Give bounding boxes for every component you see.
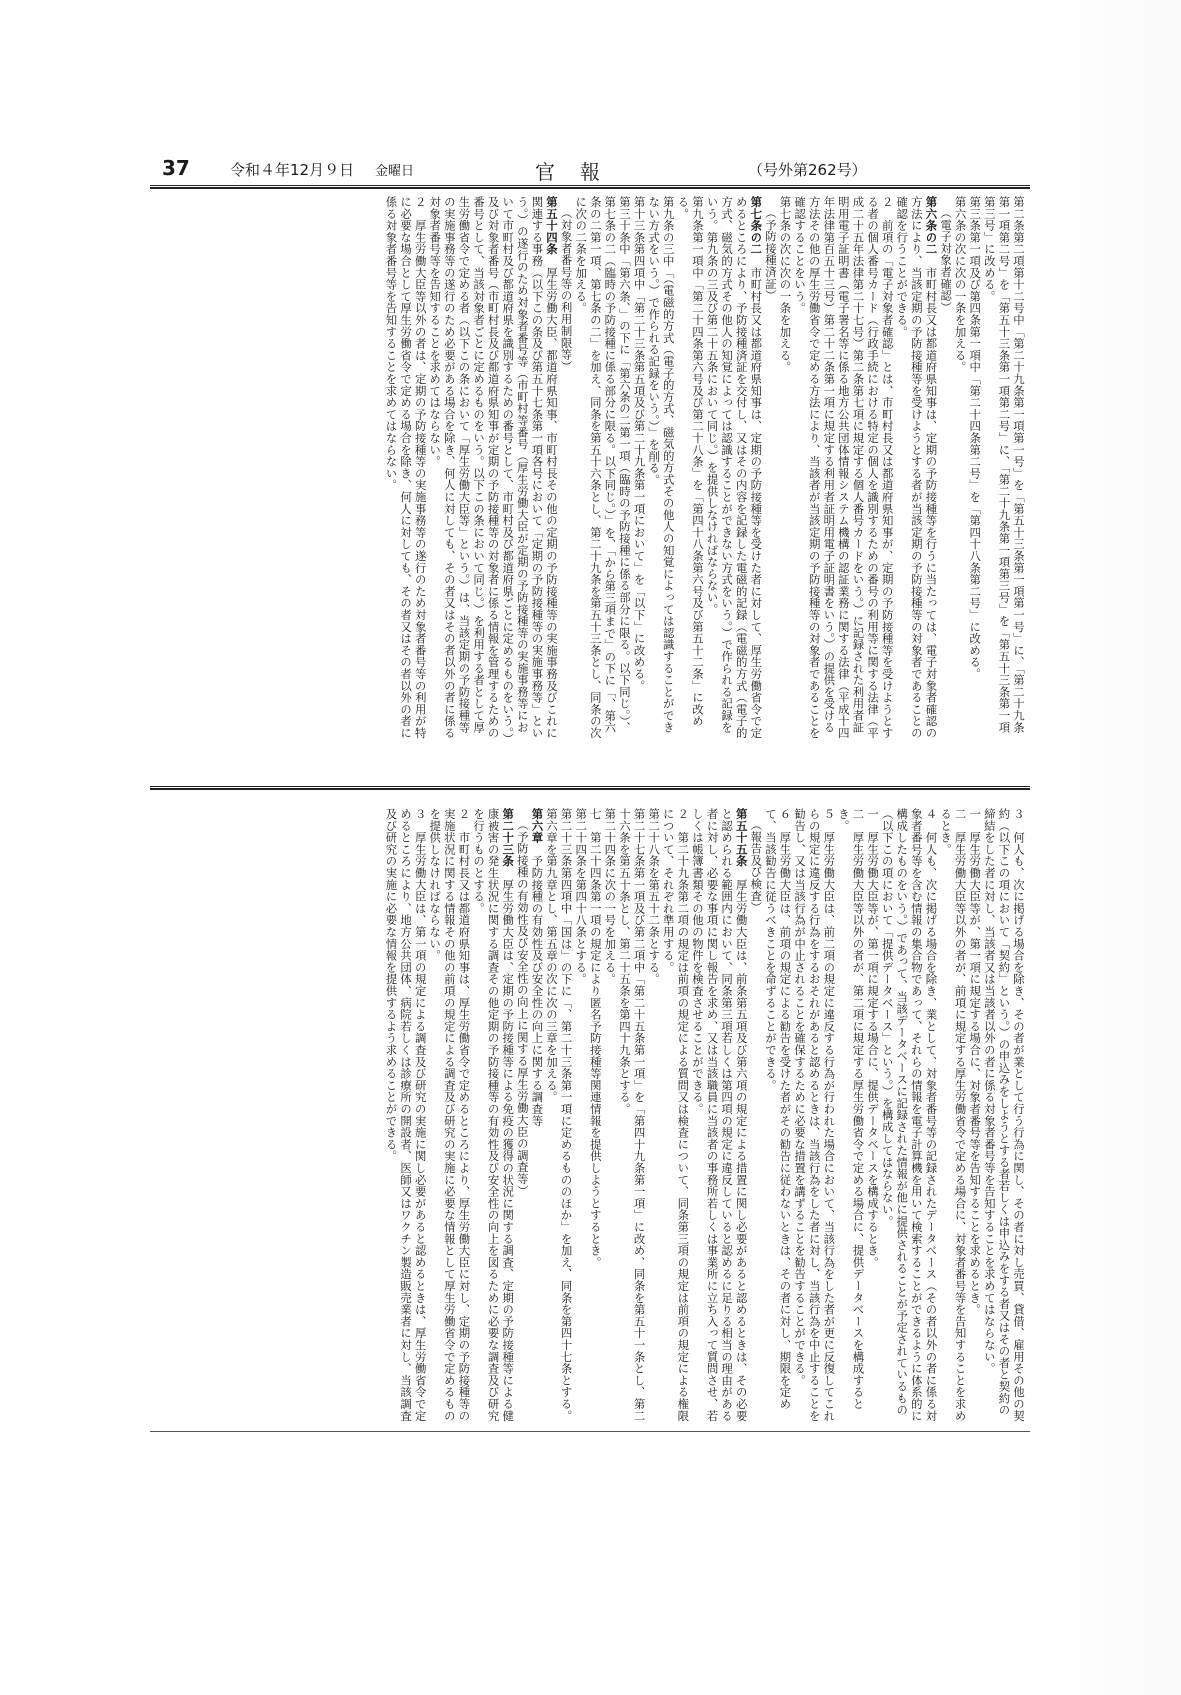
article-number: 第五十四条	[545, 196, 559, 255]
paragraph: 第三十条中「第六条、」の下に「第六条の二第一項（臨時の予防接種に係る部分に限る。以下同じ。）、第七条の二（臨時の予防接種に係る部分に限る。以下同じ。）」を、「から第三項まで」の下に「、第六条の二第一項、第七条の二」を加え、同条を第五十六条とし、第二十九条を第五十三条とし、同条の次に次の二条を加える。	[574, 196, 632, 739]
paragraph: ５ 厚生労働大臣は、前二項の規定に違反する行為が行われた場合において、当該行為をした者が更に反復してこれらの規定に違反する行為をするおそれがあると認めるときは、当該行為をした者に対し、当該行為を中止することを勧告し、又は当該行為が中止されることを確保するために必要な措置を講ずることを勧告することができる。	[793, 808, 837, 1422]
paragraph: （予防接種済証）	[763, 207, 778, 302]
paragraph: 第九条の三中「（電磁的方式（電子的方式、磁気的方式その他人の知覚によっては認識することができない方式をいう。）で作られる記録をいう。）」を削る。	[647, 196, 676, 734]
page-margin	[1031, 0, 1181, 1695]
paragraph: （報告及び検査）	[749, 819, 764, 914]
paragraph: ２ 前項の「電子対象者確認」とは、市町村長又は都道府県知事が、定期の予防接種等を受けようとする者の個人番号カード（行政手続における特定の個人を識別するための番号の利用等に関する法律（平成二十五年法律第二十七号）第二条第七項に規定する個人番号カードをいう。）に記録された利用者証明用電子証明書（電子署名等に係る地方公共団体情報システム機構の認証業務に関する法律（平成十四年法律第百五十三号）第二十二条第一項に規定する利用者証明用電子証明書をいう。）の提供を受ける方法その他の厚生労働省令で定める方法により、当該者が当該定期の予防接種等の対象者であることを確認することをいう。	[793, 196, 895, 739]
header-rule	[150, 185, 1030, 189]
paragraph: 第十三条第四項中「第二十三条第五項及び第二十九条第一項において」を「以下」に改める。	[632, 196, 647, 692]
article-number: 第六章	[530, 808, 545, 844]
paragraph: 第六条の次に次の一条を加える。	[953, 196, 968, 373]
lower-text-section	[158, 808, 1026, 1426]
paragraph: 第二十七条第一項及び第二項中「第二十五条第一項」を「第四十九条第一項」に改め、同条を第五十一条とし、第二十六条を第五十条とし、第二十五条を第四十九条とする。	[617, 808, 647, 1422]
page-number: 37	[162, 156, 190, 180]
paragraph: 第五十四条 厚生労働大臣、都道府県知事、市町村長その他の定期の予防接種等の実施事務及びこれに関連する事務（以下この条及び第五十七条第一項各号において「定期の予防接種等の実施事務等」という。）の遂行のため対象者番号等（市町村等番号（厚生労働大臣が定期の予防接種等の実施事務等において市町村及び都道府県を識別するための番号として、市町村及び都道府県ごとに定めるものをいう。）及び対象者番号（市町村長及び都道府県知事が定期の予防接種等の対象者に係る情報を管理するための番号として、当該対象者ごとに定めるものをいう。以下この条において同じ。）を利用する者として厚生労働省令で定める者（以下この条において「厚生労働大臣等」という。）は、当該定期の予防接種等の実施事務等の遂行のため必要がある場合を除き、何人に対しても、その者又はその者以外の者に係る対象者番号等を告知することを求めてはならない。	[428, 196, 559, 740]
issue-weekday: 金曜日	[375, 164, 415, 179]
paragraph: 二 厚生労働大臣等以外の者が、前項に規定する厚生労働省令で定める場合に、対象者番号等を告知することを求めるとき。	[939, 808, 968, 1422]
paragraph: 第七条の次に次の一条を加える。	[778, 196, 793, 373]
section-divider-rule	[150, 786, 1030, 790]
paragraph: 第二十三条 厚生労働大臣は、定期の予防接種等による免疫の獲得の状況に関する調査、定期の予防接種等による健康被害の発生状況に関する調査その他定期の予防接種等の有効性及び安全性の向上を図るために必要な調査及び研究を行うものとする。	[472, 808, 516, 1422]
paragraph: 第六章 予防接種の有効性及び安全性の向上に関する調査等	[530, 808, 545, 1127]
paragraph: 第二十四条を第四十八条とする。	[574, 808, 589, 985]
gazette-title-po: 報	[580, 160, 600, 184]
paragraph: 第七条の二 市町村長又は都道府県知事は、定期の予防接種等を受けた者に対して、厚生労働省令で定めるところにより、予防接種済証を交付し、又はその内容を記録した電磁的記録（電磁的方式（電子的方式、磁気的方式その他人の知覚によっては認識することができない方式をいう。）で作られる記録をいう。第九条の三及び第二十五条において同じ。）を提供しなければならない。	[705, 196, 764, 739]
paragraph: 第二十三条第四項中「国は」の下に「、第二十三条第一項に定めるもののほか」を加え、同条を第四十七条とする。	[559, 808, 574, 1422]
gazette-title-kan: 官	[535, 160, 555, 184]
paragraph: 第三条第一項及び第四条第一項中「第二十四条第二号」を「第四十八条第二号」に改める。	[968, 196, 983, 680]
issue-number: （号外第262号）	[748, 161, 867, 179]
paragraph: （電子対象者確認）	[939, 207, 954, 314]
paragraph: ２ 第二十九条第二項の規定は前項の規定による質問又は検査について、同条第三項の規定は前項の規定による権限について、それぞれ準用する。	[661, 808, 691, 1422]
paragraph: 一 厚生労働大臣等が、第一項に規定する場合に、対象者番号等を告知することを求めるとき。	[968, 808, 983, 1316]
paragraph: 第二十八条を第五十二条とする。	[647, 808, 662, 985]
paragraph: ２ 市町村長又は都道府県知事は、厚生労働省令で定めるところにより、厚生労働大臣に対し、定期の予防接種等の実施状況に関する情報その他の前項の規定による調査及び研究の実施に必要な情報として厚生労働省令で定めるものを提供しなければならない。	[428, 808, 472, 1422]
article-number: 第七条の二	[749, 196, 764, 255]
paragraph: ６ 厚生労働大臣は、前項の規定による勧告を受けた者がその勧告に従わないときは、その者に対し、期限を定めて、当該勧告に従うべきことを命ずることができる。	[763, 808, 793, 1410]
footer-rule	[150, 1431, 1030, 1432]
paragraph: ３ 何人も、次に掲げる場合を除き、その者が業として行う行為に関し、その者に対し売買、貸借、雇用その他の契約（以下この項において「契約」という。）の申込みをしようとする者若しくは申込みをする者又はその者と契約の締結をした者に対し、当該者又は当該者以外の者に係る対象者番号等を告知することを求めてはならない。	[982, 808, 1026, 1422]
article-number: 第六条の二	[924, 196, 939, 255]
paragraph: 第二条第二項第十二号中「第二十九条第一項第一号」を「第五十三条第一項第一号」に、「第二十九条第一項第二号」を「第五十三条第一項第二号」に、「第二十九条第一項第三号」を「第五十三条第一項第三号」に改める。	[982, 196, 1026, 734]
paragraph: ４ 何人も、次に掲げる場合を除き、業として、対象者番号等の記録されたデータベース（その者以外の者に係る対象者番号等を含む情報の集合物であって、それらの情報を電子計算機を用いて検索することができるように体系的に構成したものをいう。）であって、当該データベースに記録された情報が他に提供されることが予定されているもの（以下この項において「提供データベース」という。）を構成してはならない。	[880, 808, 939, 1422]
paragraph: （対象者番号等の利用制限等）	[559, 207, 574, 373]
paragraph: 第六章を第九章とし、第五章の次に次の三章を加える。	[545, 808, 559, 1103]
paragraph: ３ 厚生労働大臣は、第一項の規定による調査及び研究の実施に関し必要があると認めるときは、厚生労働省令で定めるところにより、地方公共団体、病院若しくは診療所の開設者、医師又はワクチン製造販売業者に対し、当該調査及び研究の実施に必要な情報を提供するよう求めることができる。	[384, 808, 428, 1422]
paragraph: 一 厚生労働大臣等が、第一項に規定する場合に、提供データベースを構成するとき。	[866, 808, 881, 1269]
paragraph: 二 厚生労働大臣等以外の者が、第二項に規定する厚生労働省令で定める場合に、提供データベースを構成するとき。	[836, 808, 866, 1410]
paragraph: 第二十四条に次の一号を加える。	[603, 808, 618, 985]
article-number: 第二十三条	[501, 808, 516, 867]
paragraph: ２ 厚生労働大臣等以外の者は、定期の予防接種等の実施事務等の遂行のため対象者番号等の利用が特に必要な場合として厚生労働省令で定める場合を除き、何人に対しても、その者又はその者以外の者に係る対象者番号等を告知することを求めてはならない。	[384, 196, 428, 739]
paragraph: 第五十五条 厚生労働大臣は、前条第五項及び第六項の規定による措置に関し必要があると認めるときは、その必要と認められる範囲内において、同条第三項若しくは第四項の規定に違反していると認めるに足りる相当の理由がある者に対し、必要な事項に関し報告を求め、又は当該職員に当該者の事務所若しくは事業所に立ち入って質問させ、若しくは帳簿書類その他の物件を検査させることができる。	[690, 808, 749, 1422]
page-header	[150, 150, 1030, 186]
article-number: 第五十五条	[734, 808, 749, 867]
issue-date: 令和４年12月９日	[230, 161, 355, 179]
paragraph: （予防接種の有効性及び安全性の向上に関する厚生労働大臣の調査等）	[515, 819, 530, 1197]
paragraph: 第六条の二 市町村長又は都道府県知事は、定期の予防接種等を行うに当たっては、電子対象者確認の方法により、当該定期の予防接種等を受けようとする者が当該定期の予防接種等の対象者であることの確認を行うことができる。	[895, 196, 939, 739]
paragraph: 七 第二十四条第一項の規定により匿名予防接種等関連情報を提供しようとするとき。	[588, 808, 603, 1269]
upper-text-section	[158, 196, 1026, 741]
paragraph: 第九条第一項中「第二十四条第六号及び第二十八条」を「第四十八条第六号及び第五十二条」に改める。	[676, 196, 705, 727]
